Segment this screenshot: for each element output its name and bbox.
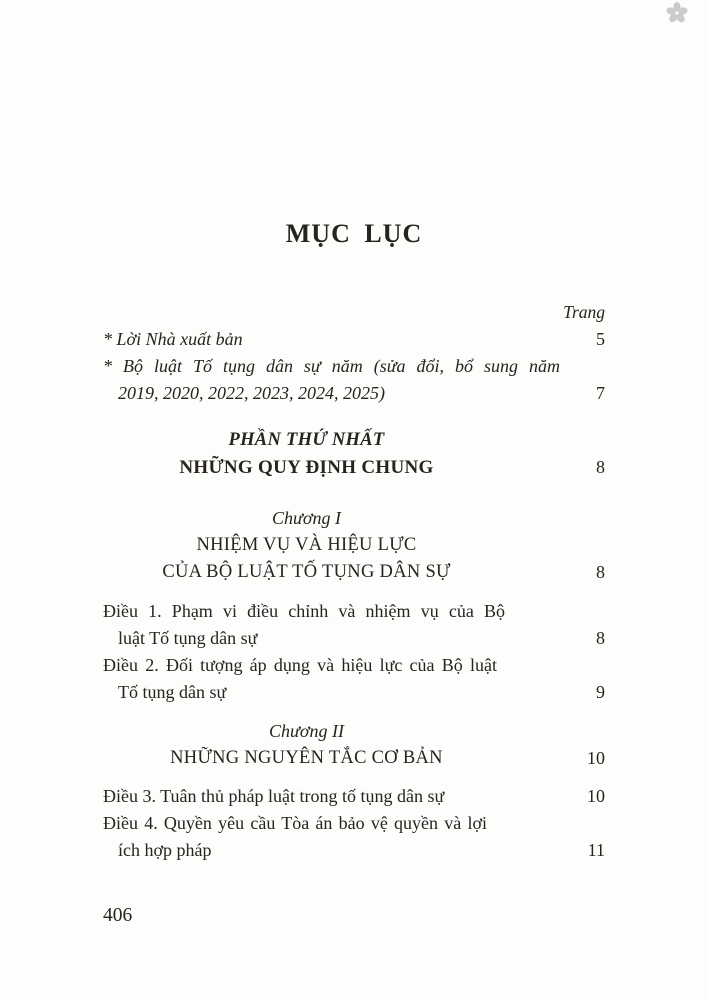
page-number: 11 (587, 840, 605, 860)
part-heading: PHẦN THỨ NHẤT (228, 430, 385, 450)
page-number: 8 (596, 457, 605, 477)
part-title: NHỮNG QUY ĐỊNH CHUNG 8 (103, 454, 605, 481)
article-1-entry-line-1: Điều 1. Phạm vi điều chỉnh và nhiệm vụ của Bộ (103, 601, 505, 621)
toc-entry-bo-luat-line-2: 2019, 2020, 2022, 2023, 2024, 2025) 7 (103, 380, 605, 407)
page-number: 7 (596, 383, 605, 403)
page-number: 10 (587, 786, 605, 806)
page-number: 5 (596, 329, 605, 349)
page-title: MỤC LỤC (285, 219, 423, 248)
article-2-entry-line-2: Tố tụng dân sự 9 (103, 679, 605, 706)
page-number: 8 (596, 562, 605, 582)
page-column-header (103, 299, 605, 326)
toc-entry-bo-luat-line-1: * Bộ luật Tố tụng dân sự năm (sửa đổi, bổ sung năm (103, 356, 560, 376)
folio-page-number: 406 (103, 905, 133, 926)
page-column-label: Trang (563, 302, 605, 322)
chapter-ii-title: NHỮNG NGUYÊN TẮC CƠ BẢN 10 (103, 745, 605, 772)
flower-icon (666, 2, 688, 24)
article-4-entry-line-2: ích hợp pháp 11 (103, 837, 605, 864)
chapter-i-label: Chương I (272, 508, 341, 528)
article-4-entry-line-1: Điều 4. Quyền yêu cầu Tòa án bảo vệ quyền và lợi (103, 813, 487, 833)
page-number: 8 (596, 628, 605, 648)
toc-entry-publisher-note: * Lời Nhà xuất bản 5 (103, 326, 605, 353)
article-3-entry: Điều 3. Tuân thủ pháp luật trong tố tụng dân sự 10 (103, 783, 605, 810)
article-2-entry-line-1: Điều 2. Đối tượng áp dụng và hiệu lực của Bộ luật (103, 655, 497, 675)
chapter-ii-label: Chương II (269, 721, 344, 741)
page-number: 9 (596, 682, 605, 702)
chapter-i-title-line-1: NHIỆM VỤ VÀ HIỆU LỰC (196, 535, 417, 555)
table-of-contents (103, 299, 605, 864)
article-1-entry-line-2: luật Tố tụng dân sự 8 (103, 625, 605, 652)
chapter-i-title-line-2: CỦA BỘ LUẬT TỐ TỤNG DÂN SỰ 8 (103, 559, 605, 586)
page-number: 10 (587, 748, 605, 768)
